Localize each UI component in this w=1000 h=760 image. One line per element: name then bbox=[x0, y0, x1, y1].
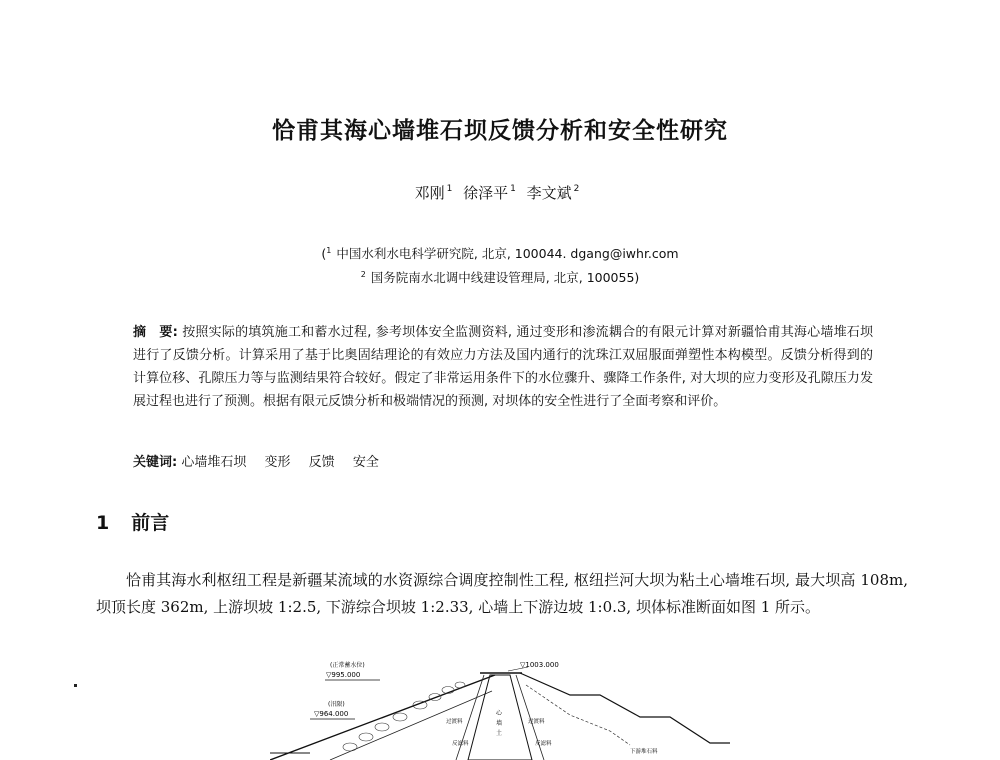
keyword: 反馈 bbox=[308, 455, 335, 470]
body-paragraph: 恰甫其海水利枢纽工程是新疆某流域的水资源综合调度控制性工程, 枢纽拦河大坝为粘土心墙堆石坝, 最大坝高 108m, 坝顶长度 362m, 上游坝坡 1:2.5, 下游综合坝坡 1:2.33, 心墙上下游边坡 1:0.3, 坝体标准断面如图 1 所示。 bbox=[96, 571, 908, 616]
abstract-label: 摘 要: bbox=[133, 325, 178, 340]
dam-cross-section-figure bbox=[270, 655, 730, 760]
label-core-3: 土 bbox=[496, 730, 503, 737]
label-zone-left-2: 反滤料 bbox=[452, 741, 469, 747]
section-title: 前言 bbox=[131, 512, 170, 534]
abstract-text: 按照实际的填筑施工和蓄水过程, 参考坝体安全监测资料, 通过变形和渗流耦合的有限元计算对新疆恰甫其海心墙堆石坝进行了反馈分析。计算采用了基于比奥固结理论的有效应力方法及国内通行的沈珠江双屈服面弹塑性本构模型。反馈分析得到的计算位移、孔隙压力等与监测结果符合较好。假定了非常运用条件下的水位骤升、骤降工作条件, 对大坝的应力变形及孔隙压力发展过程也进行了预测。根据有限元反馈分析和极端情况的预测, 对坝体的安全性进行了全面考察和评价。 bbox=[133, 325, 874, 409]
affiliation-1 bbox=[0, 244, 1000, 262]
downstream-inner bbox=[526, 685, 630, 745]
keyword: 变形 bbox=[264, 455, 291, 470]
label-normal-level: (正常蓄水位) bbox=[330, 662, 365, 669]
affil-paren: ( bbox=[321, 246, 327, 261]
core-wall bbox=[468, 675, 532, 760]
affil-text: 国务院南水北调中线建设管理局, 北京, 100055) bbox=[370, 270, 640, 285]
downstream-slope bbox=[520, 673, 730, 743]
keyword: 心墙堆石坝 bbox=[181, 455, 247, 470]
abstract bbox=[133, 321, 873, 413]
label-zone-right-2: 反滤料 bbox=[535, 741, 552, 747]
label-el-964: ▽964.000 bbox=[314, 710, 349, 718]
author-name: 邓刚 bbox=[414, 184, 445, 202]
label-el-995: ▽995.000 bbox=[326, 671, 361, 679]
label-zone-left-1: 过渡料 bbox=[446, 719, 463, 725]
section-heading bbox=[96, 508, 169, 535]
affil-mark: 1 bbox=[326, 246, 332, 255]
author-list bbox=[0, 182, 1000, 203]
author-affil-mark: 1 bbox=[446, 184, 453, 194]
label-core-1: 心 bbox=[496, 710, 503, 717]
author-affil-mark: 2 bbox=[573, 184, 580, 194]
author-name: 徐泽平 bbox=[463, 184, 509, 202]
keywords bbox=[133, 451, 393, 470]
author-name: 李文斌 bbox=[526, 184, 572, 202]
scan-speck bbox=[74, 684, 77, 687]
rockfill-texture bbox=[343, 682, 465, 751]
keywords-label: 关键词: bbox=[133, 455, 178, 470]
label-flood: (汛限) bbox=[328, 701, 345, 708]
label-zone-right-3: 下游堆石料 bbox=[630, 749, 658, 755]
affil-text: 中国水利水电科学研究院, 北京, 100044. dgang@iwhr.com bbox=[336, 246, 679, 261]
label-el-1003: ▽1003.000 bbox=[520, 661, 559, 669]
affil-mark: 2 bbox=[360, 270, 366, 279]
keyword: 安全 bbox=[352, 455, 379, 470]
section-number: 1 bbox=[96, 512, 110, 534]
label-zone-right-1: 过渡料 bbox=[528, 719, 545, 725]
author-affil-mark: 1 bbox=[510, 184, 516, 194]
paper-title: 恰甫其海心墙堆石坝反馈分析和安全性研究 bbox=[272, 118, 728, 144]
filter-line-right bbox=[516, 675, 544, 760]
label-core-2: 墙 bbox=[496, 720, 503, 727]
affiliation-2 bbox=[0, 268, 1000, 286]
